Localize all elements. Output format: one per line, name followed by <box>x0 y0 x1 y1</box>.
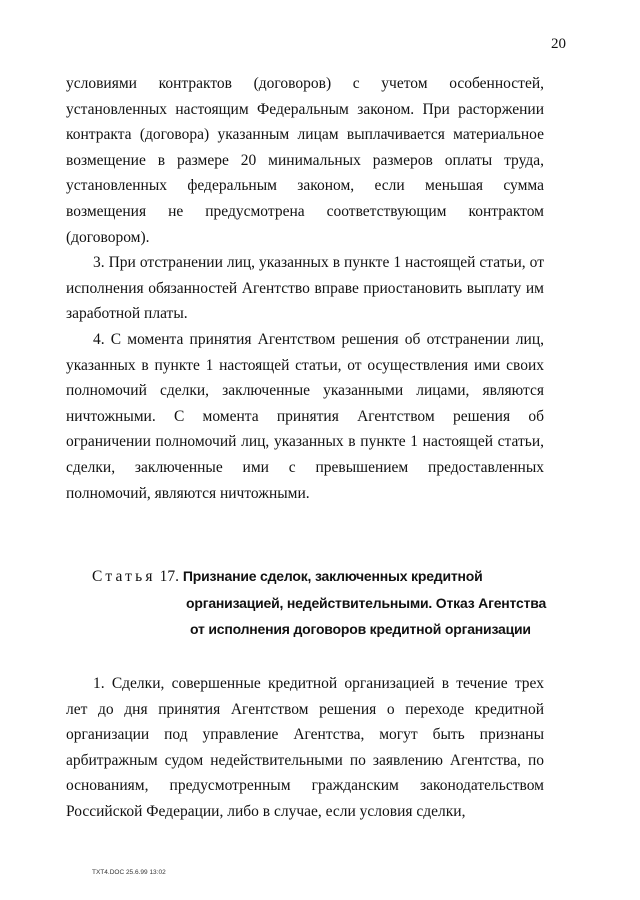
paragraph-item-1: 1. Сделки, совершенные кредитной организацией в течение трех лет до дня принятия Агентством решения о переходе кредитной организации под управление Агентства, могут быть признаны арбитражным судом недействительными по заявлению Агентства, по основаниям, предусмотренным гражданским законодательством Российской Федерации, либо в случае, если условия сделки, <box>66 675 544 820</box>
article-label: Статья <box>92 568 156 585</box>
paragraph-item-3: 3. При отстранении лиц, указанных в пункте 1 настоящей статьи, от исполнения обязанностей Агентство вправе приостановить выплату им заработной платы. <box>66 254 544 323</box>
footer-file-stamp: TXT4.DOC 25.6.99 13:02 <box>92 869 166 876</box>
paragraph-continuation: условиями контрактов (договоров) с учетом особенностей, установленных настоящим Федеральным законом. При расторжении контракта (договора) указанным лицам выплачивается материальное возмещение в размере 20 минимальных размеров оплаты труда, установленных федеральным законом, если меньшая сумма возмещения не предусмотрена соответствующим контрактом (договором). <box>66 75 544 246</box>
article-title-line-1: Признание сделок, заключенных кредитной <box>182 568 483 584</box>
article-title-line-2: организацией, недействительными. Отказ Агентства <box>186 595 547 611</box>
article-heading-line-1 <box>92 563 552 590</box>
article-title-line-3: от исполнения договоров кредитной организации <box>190 621 531 637</box>
article-heading <box>92 563 552 642</box>
paragraph-item-4: 4. С момента принятия Агентством решения об отстранении лиц, указанных в пункте 1 настоящей статьи, от осуществления ими своих полномочий сделки, заключенные указанными лицами, являются ничтожными. С момента принятия Агентством решения об ограничении полномочий лиц, указанных в пункте 1 настоящей статьи, сделки, заключенные ими с превышением предоставленных полномочий, являются ничтожными. <box>66 330 544 502</box>
body-text-top <box>66 71 544 506</box>
body-text-bottom <box>66 671 544 825</box>
page-number: 20 <box>551 36 566 52</box>
article-number: 17. <box>159 568 179 585</box>
